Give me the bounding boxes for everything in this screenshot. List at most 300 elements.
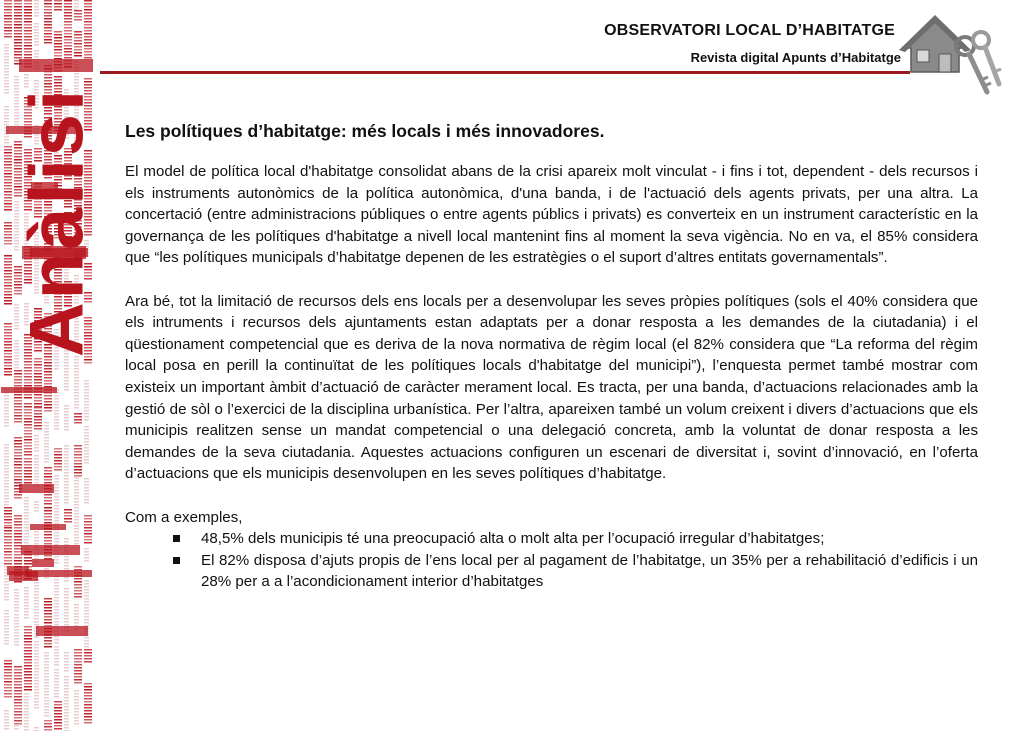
pattern-stripe: [54, 646, 59, 648]
pattern-stripe: [34, 704, 39, 706]
pattern-stripe: [4, 681, 12, 683]
pattern-stripe: [74, 708, 79, 710]
pattern-stripe: [34, 428, 42, 430]
pattern-stripe: [84, 453, 89, 455]
pattern-stripe: [74, 460, 82, 462]
pattern-stripe: [24, 442, 32, 444]
pattern-stripe: [14, 675, 22, 677]
pattern-stripe: [64, 417, 69, 419]
pattern-stripe: [54, 532, 59, 534]
pattern-stripe: [24, 12, 32, 14]
pattern-stripe: [64, 606, 69, 608]
pattern-stripe: [74, 480, 79, 482]
pattern-stripe: [84, 707, 92, 709]
pattern-stripe: [4, 24, 12, 26]
pattern-stripe: [14, 364, 19, 366]
pattern-stripe: [4, 368, 12, 370]
pattern-stripe: [84, 490, 89, 492]
pattern-stripe: [84, 499, 89, 501]
pattern-stripe: [74, 652, 82, 654]
pattern-stripe: [54, 463, 62, 465]
pattern-stripe: [4, 188, 12, 190]
pattern-stripe: [54, 609, 59, 611]
pattern-stripe: [14, 54, 22, 56]
pattern-stripe: [24, 699, 29, 701]
pattern-stripe: [74, 581, 82, 583]
pattern-stripe: [14, 617, 19, 619]
pattern-stripe: [64, 362, 69, 364]
pattern-stripe: [54, 9, 62, 11]
pattern-stripe: [14, 409, 22, 411]
pattern-stripe: [54, 31, 62, 33]
pattern-stripe: [24, 590, 29, 592]
pattern-stripe: [84, 447, 89, 449]
pattern-stripe: [4, 267, 12, 269]
pattern-stripe: [64, 380, 69, 382]
pattern-stripe: [14, 623, 19, 625]
pattern-stripe: [14, 358, 19, 360]
pattern-stripe: [64, 670, 69, 672]
pattern-stripe: [74, 43, 82, 45]
pattern-stripe: [74, 37, 82, 39]
pattern-stripe: [34, 686, 39, 688]
pattern-stripe: [4, 179, 12, 181]
pattern-stripe: [14, 607, 19, 609]
pattern-stripe: [54, 603, 59, 605]
pattern-stripe: [74, 475, 82, 477]
pattern-stripe: [24, 482, 32, 484]
pattern-stripe: [74, 489, 79, 491]
pattern-stripe: [44, 437, 49, 439]
pattern-stripe: [14, 711, 22, 713]
pattern-stripe: [24, 593, 29, 595]
pattern-stripe: [84, 78, 92, 80]
pattern-stripe: [54, 520, 59, 522]
pattern-stripe: [34, 585, 39, 587]
pattern-stripe: [44, 601, 52, 603]
pattern-block: [1, 387, 57, 393]
pattern-stripe: [74, 498, 79, 500]
pattern-stripe: [24, 6, 32, 8]
pattern-stripe: [34, 707, 39, 709]
pattern-stripe: [24, 379, 32, 381]
pattern-stripe: [84, 450, 89, 452]
pattern-stripe: [34, 444, 39, 446]
pattern-stripe: [4, 197, 12, 199]
pattern-stripe: [54, 612, 59, 614]
pattern-stripe: [14, 412, 22, 414]
pattern-stripe: [64, 57, 72, 59]
pattern-stripe: [74, 507, 79, 509]
pattern-stripe: [24, 42, 32, 44]
pattern-stripe: [34, 400, 42, 402]
pattern-stripe: [84, 655, 92, 657]
pattern-stripe: [54, 365, 59, 367]
pattern-stripe: [4, 300, 12, 302]
pattern-stripe: [74, 673, 82, 675]
pattern-stripe: [44, 679, 49, 681]
pattern-stripe: [24, 27, 32, 29]
pattern-stripe: [14, 635, 19, 637]
pattern-stripe: [74, 34, 82, 36]
pattern-stripe: [14, 76, 19, 78]
pattern-stripe: [4, 225, 12, 227]
pattern-stripe: [64, 691, 69, 693]
pattern-stripe: [84, 622, 89, 624]
pattern-stripe: [4, 453, 9, 455]
pattern-stripe: [4, 513, 12, 515]
pattern-stripe: [34, 641, 39, 643]
pattern-stripe: [64, 466, 69, 468]
pattern-stripe: [14, 497, 22, 499]
pattern-stripe: [4, 456, 9, 458]
pattern-stripe: [54, 606, 59, 608]
pattern-stripe: [84, 661, 92, 663]
pattern-stripe: [84, 592, 89, 594]
pattern-stripe: [64, 490, 69, 492]
pattern-stripe: [14, 370, 22, 372]
pattern-stripe: [44, 42, 52, 44]
pattern-stripe: [14, 554, 22, 556]
pattern-stripe: [4, 374, 12, 376]
pattern-stripe: [64, 652, 69, 654]
pattern-block: [21, 545, 80, 555]
pattern-stripe: [54, 502, 59, 504]
pattern-stripe: [34, 727, 39, 729]
pattern-stripe: [74, 365, 79, 367]
pattern-stripe: [84, 54, 92, 56]
pattern-stripe: [84, 12, 92, 14]
pattern-stripe: [4, 713, 9, 715]
pattern-stripe: [4, 6, 12, 8]
pattern-stripe: [14, 548, 22, 550]
pattern-stripe: [54, 362, 59, 364]
pattern-stripe: [34, 403, 42, 405]
pattern-stripe: [4, 398, 9, 400]
pattern-stripe: [74, 374, 79, 376]
pattern-stripe: [74, 525, 79, 527]
pattern-stripe: [4, 185, 12, 187]
pattern-stripe: [64, 580, 69, 582]
pattern-stripe: [4, 596, 9, 598]
pattern-stripe: [74, 501, 79, 503]
pattern-stripe: [44, 467, 52, 469]
pattern-stripe: [54, 655, 59, 657]
pattern-stripe: [4, 462, 9, 464]
pattern-stripe: [44, 637, 52, 639]
pattern-stripe: [44, 658, 49, 660]
pattern-stripe: [64, 39, 72, 41]
pattern-stripe: [4, 59, 9, 61]
pattern-stripe: [74, 486, 79, 488]
pattern-stripe: [44, 455, 49, 457]
pattern-stripe: [74, 670, 82, 672]
pattern-stripe: [34, 419, 42, 421]
pattern-stripe: [64, 423, 69, 425]
pattern-stripe: [4, 581, 9, 583]
pattern-stripe: [4, 401, 9, 403]
pattern-stripe: [44, 15, 52, 17]
pattern-stripe: [44, 74, 52, 76]
pattern-stripe: [4, 522, 12, 524]
pattern-stripe: [4, 410, 9, 412]
pattern-stripe: [14, 30, 22, 32]
pattern-stripe: [34, 674, 39, 676]
pattern-stripe: [24, 611, 29, 613]
pattern-stripe: [54, 428, 59, 430]
pattern-stripe: [4, 593, 9, 595]
pattern-stripe: [44, 476, 52, 478]
pattern-stripe: [44, 359, 52, 361]
pattern-stripe: [44, 607, 52, 609]
pattern-stripe: [64, 621, 69, 623]
pattern-stripe: [34, 464, 39, 466]
pattern-stripe: [74, 622, 79, 624]
pattern-stripe: [4, 338, 12, 340]
pattern-stripe: [84, 722, 92, 724]
pattern-stripe: [74, 407, 79, 409]
pattern-stripe: [4, 501, 9, 503]
pattern-stripe: [14, 361, 19, 363]
pattern-stripe: [14, 382, 22, 384]
pattern-stripe: [4, 483, 9, 485]
pattern-stripe: [54, 410, 59, 412]
pattern-stripe: [4, 563, 12, 565]
pattern-stripe: [74, 702, 79, 704]
pattern-stripe: [84, 604, 89, 606]
pattern-stripe: [74, 699, 79, 701]
pattern-stripe: [4, 444, 9, 446]
pattern-stripe: [54, 457, 62, 459]
pattern-stripe: [64, 700, 69, 702]
pattern-stripe: [44, 404, 52, 406]
pattern-stripe: [4, 258, 12, 260]
pattern-stripe: [4, 27, 12, 29]
pattern-stripe: [4, 194, 12, 196]
pattern-stripe: [54, 76, 62, 78]
pattern-stripe: [24, 430, 32, 432]
pattern-stripe: [14, 6, 22, 8]
pattern-stripe: [84, 484, 89, 486]
pattern-stripe: [54, 422, 59, 424]
header-divider: [100, 71, 910, 74]
pattern-stripe: [4, 77, 9, 79]
pattern-stripe: [14, 373, 22, 375]
pattern-stripe: [64, 709, 69, 711]
pattern-stripe: [34, 407, 42, 409]
pattern-stripe: [34, 53, 39, 55]
pattern-stripe: [74, 82, 79, 84]
pattern-stripe: [14, 681, 22, 683]
pattern-stripe: [34, 534, 39, 536]
pattern-stripe: [84, 595, 89, 597]
pattern-stripe: [64, 6, 72, 8]
pattern-stripe: [54, 481, 59, 483]
pattern-stripe: [14, 452, 22, 454]
pattern-stripe: [34, 689, 39, 691]
pattern-stripe: [84, 701, 92, 703]
pattern-stripe: [84, 395, 89, 397]
pattern-stripe: [4, 599, 9, 601]
pattern-stripe: [24, 705, 29, 707]
pattern-stripe: [54, 505, 59, 507]
pattern-stripe: [4, 53, 9, 55]
pattern-stripe: [34, 609, 39, 611]
pattern-stripe: [64, 383, 69, 385]
pattern-stripe: [74, 658, 82, 660]
pattern-stripe: [54, 642, 59, 644]
pattern-stripe: [84, 419, 89, 421]
pattern-stripe: [64, 682, 69, 684]
pattern-stripe: [44, 33, 52, 35]
pattern-stripe: [4, 450, 9, 452]
pattern-stripe: [4, 136, 9, 138]
pattern-stripe: [84, 539, 92, 541]
pattern-stripe: [24, 677, 32, 679]
pattern-stripe: [14, 705, 22, 707]
pattern-stripe: [44, 543, 52, 545]
pattern-stripe: [64, 538, 69, 540]
pattern-stripe: [54, 517, 59, 519]
pattern-stripe: [34, 650, 39, 652]
pattern-stripe: [4, 329, 12, 331]
pattern-stripe: [14, 539, 22, 541]
pattern-stripe: [84, 710, 92, 712]
pattern-stripe: [84, 646, 89, 648]
pattern-stripe: [14, 723, 22, 725]
pattern-stripe: [64, 481, 69, 483]
pattern-stripe: [64, 36, 72, 38]
pattern-stripe: [64, 368, 69, 370]
pattern-stripe: [24, 509, 29, 511]
pattern-stripe: [74, 566, 82, 568]
pattern-stripe: [24, 454, 32, 456]
pattern-stripe: [64, 697, 69, 699]
pattern-stripe: [4, 255, 12, 257]
pattern-stripe: [74, 451, 82, 453]
pattern-stripe: [34, 540, 39, 542]
pattern-stripe: [84, 462, 89, 464]
pattern-stripe: [24, 394, 32, 396]
pattern-stripe: [54, 0, 62, 2]
pattern-stripe: [54, 669, 59, 671]
pattern-stripe: [84, 548, 89, 550]
pattern-stripe: [4, 152, 12, 154]
pattern-stripe: [34, 379, 42, 381]
pattern-stripe: [24, 370, 32, 372]
pattern-stripe: [14, 494, 22, 496]
pattern-stripe: [84, 410, 89, 412]
pattern-stripe: [74, 0, 79, 2]
pattern-stripe: [64, 405, 69, 407]
pattern-stripe: [64, 9, 72, 11]
pattern-stripe: [24, 521, 29, 523]
pattern-stripe: [14, 684, 22, 686]
pattern-stripe: [4, 616, 9, 618]
pattern-stripe: [44, 401, 52, 403]
pattern-stripe: [34, 50, 39, 52]
pattern-stripe: [4, 696, 12, 698]
pattern-stripe: [44, 577, 49, 579]
pattern-stripe: [44, 3, 52, 5]
pattern-stripe: [14, 82, 19, 84]
pattern-stripe: [34, 364, 42, 366]
pattern-stripe: [14, 533, 22, 535]
pattern-stripe: [44, 21, 52, 23]
pattern-stripe: [44, 610, 52, 612]
square-bullet-icon: [173, 535, 180, 542]
pattern-stripe: [44, 519, 52, 521]
pattern-stripe: [64, 420, 69, 422]
pattern-stripe: [54, 395, 59, 397]
pattern-stripe: [84, 527, 92, 529]
pattern-stripe: [64, 597, 69, 599]
pattern-stripe: [24, 527, 29, 529]
examples-list: [125, 528, 978, 593]
pattern-stripe: [4, 560, 12, 562]
pattern-stripe: [34, 504, 39, 506]
pattern-stripe: [24, 608, 29, 610]
pattern-stripe: [34, 458, 39, 460]
pattern-stripe: [74, 661, 82, 663]
pattern-stripe: [54, 725, 62, 727]
pattern-stripe: [4, 590, 9, 592]
pattern-stripe: [24, 448, 32, 450]
pattern-stripe: [14, 536, 22, 538]
pattern-stripe: [14, 458, 22, 460]
pattern-stripe: [44, 676, 49, 678]
pattern-stripe: [14, 702, 22, 704]
pattern-stripe: [74, 676, 82, 678]
pattern-stripe: [44, 507, 52, 509]
pattern-stripe: [4, 548, 12, 550]
pattern-stripe: [84, 9, 92, 11]
pattern-stripe: [64, 377, 69, 379]
pattern-stripe: [74, 472, 82, 474]
pattern-stripe: [64, 588, 69, 590]
pattern-stripe: [64, 27, 72, 29]
pattern-stripe: [84, 637, 89, 639]
pattern-stripe: [24, 427, 32, 429]
pattern-stripe: [74, 587, 82, 589]
pattern-stripe: [74, 19, 82, 21]
pattern-stripe: [44, 667, 49, 669]
pattern-stripe: [84, 18, 92, 20]
pattern-stripe: [4, 474, 9, 476]
pattern-stripe: [34, 358, 42, 360]
pattern-stripe: [84, 583, 89, 585]
pattern-stripe: [54, 451, 62, 453]
pattern-stripe: [54, 425, 59, 427]
pattern-stripe: [4, 264, 12, 266]
pattern-stripe: [34, 12, 39, 14]
pattern-stripe: [44, 516, 52, 518]
pattern-stripe: [44, 368, 52, 370]
pattern-stripe: [4, 231, 12, 233]
pattern-stripe: [54, 687, 59, 689]
pattern-stripe: [74, 380, 79, 382]
pattern-stripe: [74, 469, 82, 471]
pattern-stripe: [4, 3, 12, 5]
pattern-stripe: [34, 450, 39, 452]
pattern-stripe: [74, 717, 79, 719]
pattern-stripe: [64, 24, 72, 26]
pattern-stripe: [24, 530, 29, 532]
pattern-stripe: [4, 68, 9, 70]
pattern-stripe: [24, 24, 32, 26]
pattern-stripe: [34, 394, 42, 396]
pattern-stripe: [24, 397, 32, 399]
